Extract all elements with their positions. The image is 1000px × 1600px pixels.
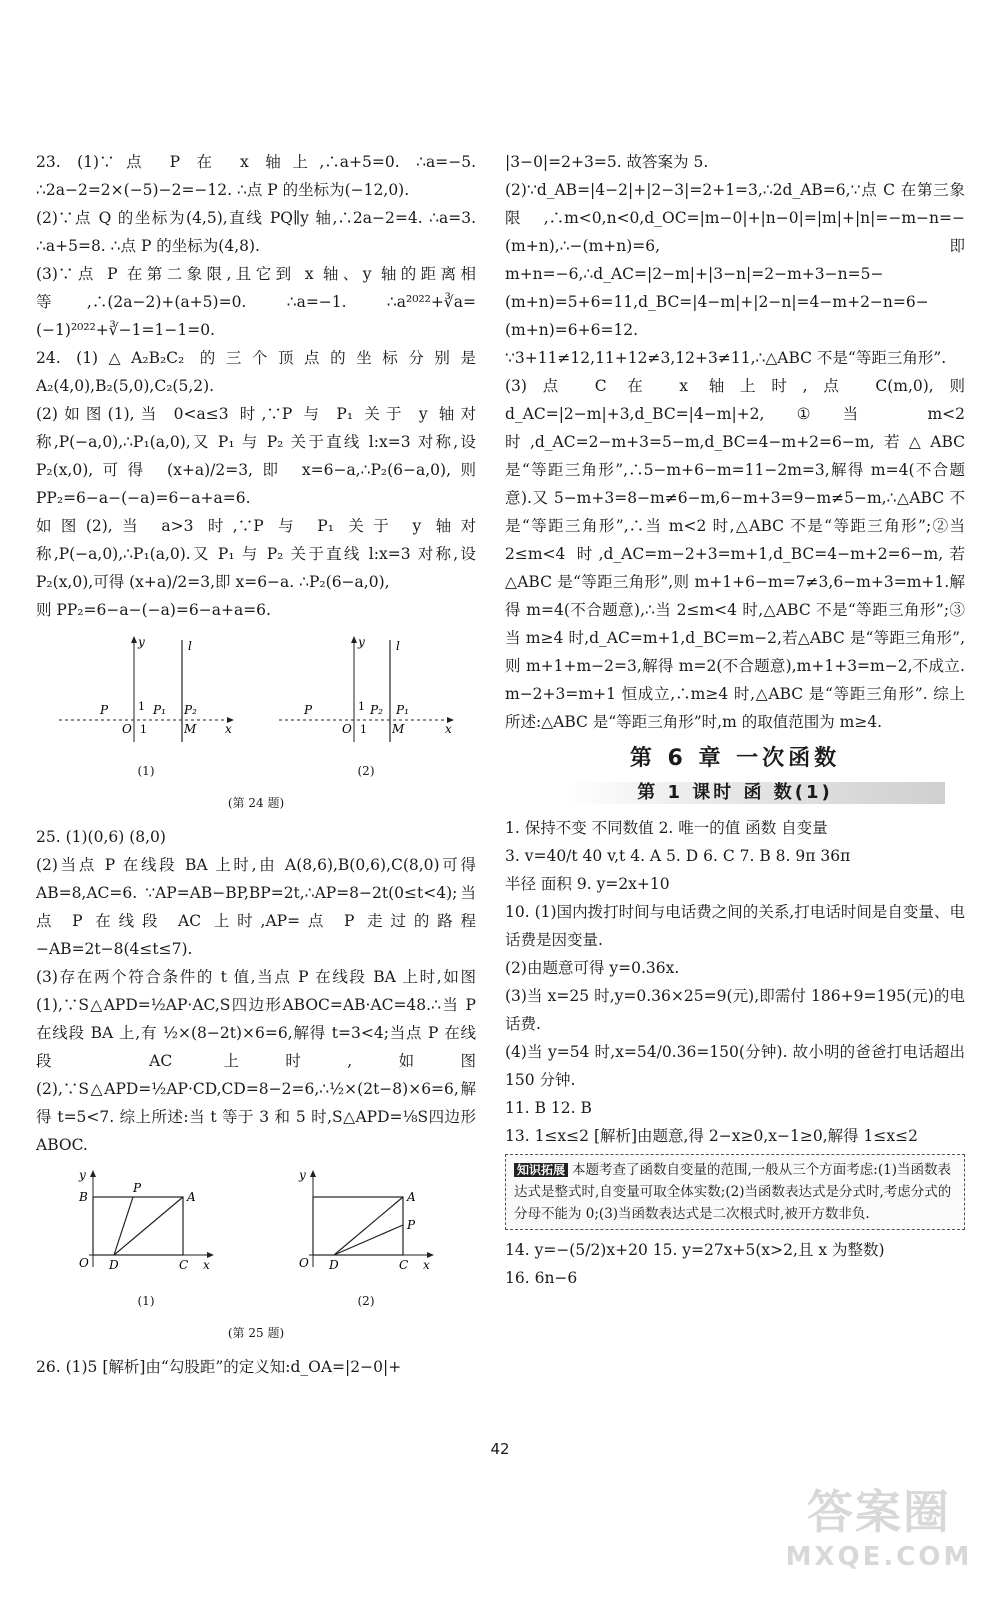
fig25-2-sub: (2) — [357, 1294, 375, 1308]
x-axis-label: x — [444, 722, 452, 736]
q10-part1: 10. (1)国内拨打时间与电话费之间的关系,打电话时间是自变量、电话费是因变量. — [505, 903, 965, 949]
y-axis-label: y — [137, 635, 145, 649]
origin-label: O — [299, 1256, 309, 1270]
q10-part4: (4)当 y=54 时,x=54/0.36=150(分钟). 故小明的爸爸打电话超出 150 分钟. — [505, 1043, 965, 1089]
y-unit-label: 1 — [357, 700, 365, 713]
fig25-row — [36, 1167, 476, 1315]
answers-11: 11. B 12. B — [505, 1099, 592, 1117]
lesson-title: 第 1 课时 函 数(1) — [637, 782, 833, 803]
x-axis-label: x — [224, 722, 232, 736]
fig25-2-diagram — [291, 1167, 441, 1277]
fig24-1 — [54, 632, 239, 785]
line-l-label: l — [395, 639, 400, 653]
origin-label: O — [341, 722, 352, 736]
q25-part3: (3)存在两个符合条件的 t 值,当点 P 在线段 BA 上时,如图(1),∵S△APD=½AP·AC,S四边形ABOC=AB·AC=48.∴当 P 在线段 BA 上,有 ½×(8−2t)×6=6,解得 t=3<4;当点 P 在线段 AC 上时,如图(2),∵S△APD=½AP·CD,CD=8−2=6,∴½×(2t−8)×6=6,解得 t=5<7. 综上所述:当 t 等于 3 和 5 时,S△APD=⅛S四边形ABOC. — [36, 968, 476, 1154]
point-P1-label: P₁ — [152, 703, 166, 717]
y-axis-label: y — [79, 1168, 86, 1182]
x-axis-label: x — [203, 1258, 210, 1272]
point-P-label: P — [99, 703, 108, 717]
answers-1: 1. 保持不变 不同数值 2. 唯一的值 函数 自变量 — [505, 819, 828, 837]
knowledge-extension-text: 本题考查了函数自变量的范围,一般从三个方面考虑:(1)当函数表达式是整式时,自变量可取全体实数;(2)当函数表达式是分式时,考虑分式的分母不能为 0;(3)当函数表达式是二次根式时,被开方数非负. — [514, 1162, 952, 1222]
line-l-label: l — [187, 639, 192, 653]
fig25-1 — [71, 1167, 221, 1315]
point-P-label: P — [303, 703, 312, 717]
point-A-label: A — [407, 1190, 416, 1204]
fig24-2-diagram — [274, 632, 459, 747]
point-P2-label: P₂ — [369, 703, 383, 717]
q25-part2: (2)当点 P 在线段 BA 上时,由 A(8,6),B(0,6),C(8,0)可得 AB=8,AC=6. ∵AP=AB−BP,BP=2t,∴AP=8−2t(0≤t<4);当点 P 在线段 AC 上时,AP=点 P 走过的路程−AB=2t−8(4≤t≤7). — [36, 856, 476, 958]
q25-part1: 25. (1)(0,6) (8,0) — [36, 828, 166, 846]
fig25-2 — [291, 1167, 441, 1315]
fig25-1-diagram — [71, 1167, 221, 1277]
chapter-title: 第 6 章 一次函数 — [629, 746, 841, 771]
origin-label: O — [121, 722, 132, 736]
q23-part2: (2)∵点 Q 的坐标为(4,5),直线 PQ∥y 轴,∴2a−2=4. ∴a=3. ∴a+5=8. ∴点 P 的坐标为(4,8). — [36, 209, 476, 255]
watermark-logo: 答案圈 — [807, 1485, 951, 1539]
q26-cont-4: (3)点 C 在 x 轴上时,点 C(m,0),则 d_AC=|2−m|+3,d_BC=|4−m|+2,①当 m<2 时,d_AC=2−m+3=5−m,d_BC=4−m+2=6−m,若△ABC 是“等距三角形”,∴5−m+6−m=11−2m=3,解得 m=4(不合题意).又 5−m+3=8−m≠6−m,6−m+3=9−m≠5−m,∴△ABC 不是“等距三角形”,∴当 m<2 时,△ABC 不是“等距三角形”;②当 2≤m<4 时,d_AC=m−2+3=m+1,d_BC=4−m+2=6−m,若△ABC 是“等距三角形”,则 m+1+6−m=7≠3,6−m+3=m+1.解得 m=4(不合题意),∴当 2≤m<4 时,△ABC 不是“等距三角形”;③当 m≥4 时,d_AC=m+1,d_BC=m−2,若△ABC 是“等距三角形”,则 m+1+m−2=3,解得 m=2(不合题意),m+1+3=m−2,不成立. m−2+3=m+1 恒成立,∴m≥4 时,△ABC 是“等距三角形”. 综上所述:△ABC 是“等距三角形”时,m 的取值范围为 m≥4. — [505, 377, 965, 731]
page-number: 42 — [490, 1440, 510, 1458]
answers-16: 16. 6n−6 — [505, 1269, 578, 1287]
q26-cont-2: (2)∵d_AB=|4−2|+|2−3|=2+1=3,∴2d_AB=6,∵点 C 在第三象限,∴m<0,n<0,d_OC=|m−0|+|n−0|=|m|+|n|=−m−n=−(m+n),∴−(m+n)=6,即 m+n=−6,∴d_AC=|2−m|+|3−n|=2−m+3−n=5−(m+n)=5+6=11,d_BC=|4−m|+|2−n|=4−m+2−n=6−(m+n)=6+6=12. — [505, 181, 965, 339]
watermark — [784, 1482, 974, 1582]
point-P-label: P — [133, 1181, 142, 1195]
answers-13: 13. 1≤x≤2 [解析]由题意,得 2−x≥0,x−1≥0,解得 1≤x≤2 — [505, 1127, 918, 1145]
q10-part3: (3)当 x=25 时,y=0.36×25=9(元),即需付 186+9=195(元)的电话费. — [505, 987, 965, 1033]
fig24-1-diagram — [54, 632, 239, 747]
q10-part2: (2)由题意可得 y=0.36x. — [505, 959, 680, 977]
y-axis-label: y — [357, 635, 365, 649]
q24-part2: (2)如图(1),当 0<a≤3 时,∵P 与 P₁ 关于 y 轴对称,P(−a,0),∴P₁(a,0),又 P₁ 与 P₂ 关于直线 l:x=3 对称,设 P₂(x,0),可得 (x+a)/2=3,即 x=6−a,∴P₂(6−a,0),则 PP₂=6−a−(−a)=6−a+a=6. — [36, 405, 476, 507]
q23-part3: (3)∵点 P 在第二象限,且它到 x 轴、y 轴的距离相等,∴(2a−2)+(a+5)=0. ∴a=−1. ∴a²⁰²²+∛a=(−1)²⁰²²+∛−1=1−1=0. — [36, 265, 476, 339]
lesson-bar — [505, 778, 965, 808]
y-axis-label: y — [299, 1168, 306, 1182]
point-P2-label: P₂ — [183, 703, 197, 717]
point-P-label: P — [407, 1218, 416, 1232]
fig24-1-sub: (1) — [137, 764, 155, 778]
point-M-label: M — [183, 722, 196, 736]
q26-start: 26. (1)5 [解析]由“勾股距”的定义知:d_OA=|2−0|+ — [36, 1358, 402, 1376]
q24-part4: 则 PP₂=6−a−(−a)=6−a+a=6. — [36, 601, 271, 619]
fig24-row — [36, 632, 476, 785]
q24-part1: 24. (1)△A₂B₂C₂ 的三个顶点的坐标分别是 A₂(4,0),B₂(5,0),C₂(5,2). — [36, 349, 476, 395]
q26-cont-3: ∵3+11≠12,11+12≠3,12+3≠11,∴△ABC 不是“等距三角形”. — [505, 349, 947, 367]
point-M-label: M — [391, 722, 404, 736]
answers-14: 14. y=−(5/2)x+20 15. y=27x+5(x>2,且 x 为整数) — [505, 1241, 885, 1259]
q24-part3: 如图(2),当 a>3 时,∵P 与 P₁ 关于 y 轴对称,P(−a,0),∴P₁(a,0).又 P₁ 与 P₂ 关于直线 l:x=3 对称,设 P₂(x,0),可得 (x+a)/2=3,即 x=6−a. ∴P₂(6−a,0), — [36, 517, 476, 591]
point-D-label: D — [329, 1258, 339, 1272]
x-unit-label: 1 — [139, 723, 147, 736]
fig25-1-sub: (1) — [137, 1294, 155, 1308]
fig24-caption: (第 24 题) — [227, 796, 285, 810]
watermark-url: MXQE.COM — [785, 1542, 973, 1572]
origin-label: O — [79, 1256, 89, 1270]
fig25-caption: (第 25 题) — [227, 1326, 285, 1340]
left-column — [36, 148, 476, 1381]
q26-cont-1: |3−0|=2+3=5. 故答案为 5. — [505, 153, 709, 171]
point-B-label: B — [79, 1190, 88, 1204]
point-C-label: C — [179, 1258, 189, 1272]
q23-part1: 23. (1)∵点 P 在 x 轴上,∴a+5=0. ∴a=−5. ∴2a−2=2×(−5)−2=−12. ∴点 P 的坐标为(−12,0). — [36, 153, 476, 199]
point-P1-label: P₁ — [395, 703, 409, 717]
x-unit-label: 1 — [359, 723, 367, 736]
knowledge-extension-box — [505, 1154, 965, 1230]
point-C-label: C — [399, 1258, 409, 1272]
point-A-label: A — [187, 1190, 196, 1204]
right-column — [505, 148, 965, 1292]
answers-3: 3. v=40/t 40 v,t 4. A 5. D 6. C 7. B 8. 9π 36π — [505, 847, 851, 865]
knowledge-extension-tag: 知识拓展 — [514, 1163, 568, 1177]
answers-9: 半径 面积 9. y=2x+10 — [505, 875, 670, 893]
point-D-label: D — [109, 1258, 119, 1272]
fig24-2-sub: (2) — [357, 764, 375, 778]
fig24-2 — [274, 632, 459, 785]
y-unit-label: 1 — [137, 700, 145, 713]
x-axis-label: x — [423, 1258, 430, 1272]
